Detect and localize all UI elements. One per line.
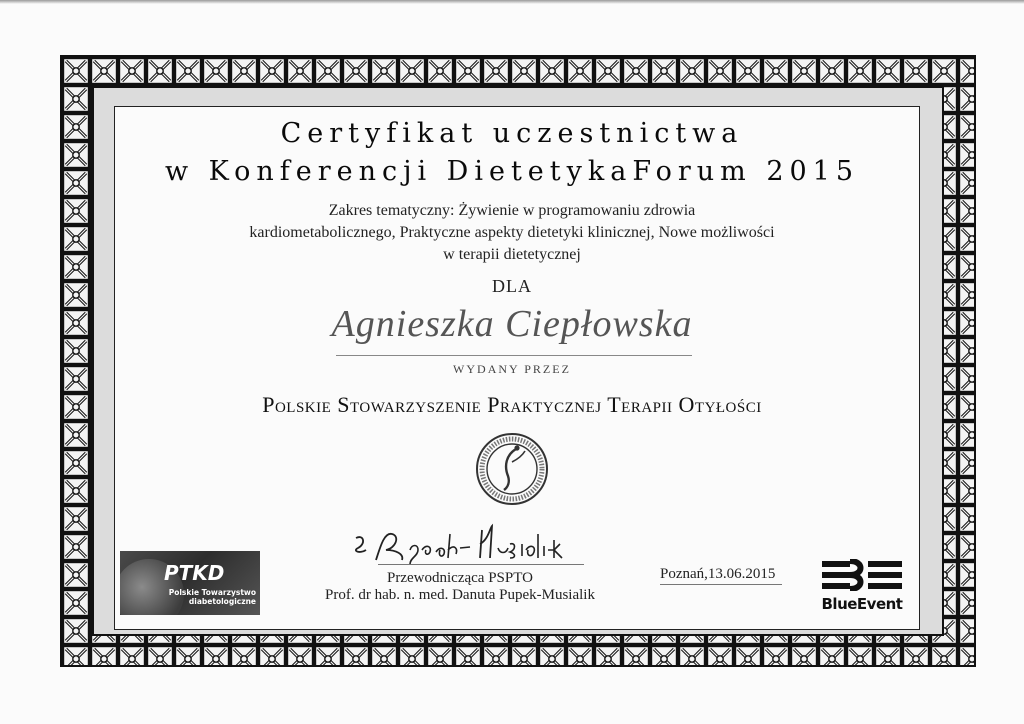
blueevent-mark-icon — [822, 559, 902, 591]
ptkd-full-name — [166, 588, 256, 606]
ptkd-abbreviation: PTKD — [164, 561, 225, 585]
scope-line: Zakres tematyczny: Żywienie w programowaniu zdrowia — [328, 202, 696, 219]
place-and-date: Poznań,13.06.2015 — [660, 566, 776, 582]
ptkd-name-line: diabetologiczne — [188, 597, 256, 606]
blueevent-logo — [812, 559, 912, 617]
blueevent-text: BlueEvent — [821, 595, 903, 613]
thematic-scope — [0, 200, 1024, 266]
scope-line: w terapii dietetycznej — [443, 246, 581, 263]
date-underline — [660, 584, 782, 585]
signer-role: Przewodnicząca PSPTO — [387, 570, 533, 586]
handwritten-signature — [340, 520, 600, 568]
for-label: DLA — [492, 276, 532, 296]
scan-edge — [0, 0, 1024, 4]
signature-line — [378, 564, 584, 565]
recipient-underline — [336, 355, 692, 356]
issued-by-label: WYDANY PRZEZ — [453, 362, 571, 376]
ptkd-logo — [120, 551, 260, 615]
ptkd-name-line: Polskie Towarzystwo — [168, 588, 256, 597]
scope-line: kardiometabolicznego, Praktyczne aspekty dietetyki klinicznej, Nowe możliwości — [249, 224, 775, 241]
conference-title: w Konferencji DietetykaForum 2015 — [164, 156, 860, 187]
recipient-name: Agnieszka Ciepłowska — [331, 303, 693, 345]
signer-name: Prof. dr hab. n. med. Danuta Pupek-Musialik — [325, 587, 595, 603]
organization-name: Polskie Stowarzyszenie Praktycznej Terapii Otyłości — [262, 392, 762, 417]
organization-seal-icon — [475, 432, 549, 506]
certificate-title: Certyfikat uczestnictwa — [280, 118, 744, 149]
